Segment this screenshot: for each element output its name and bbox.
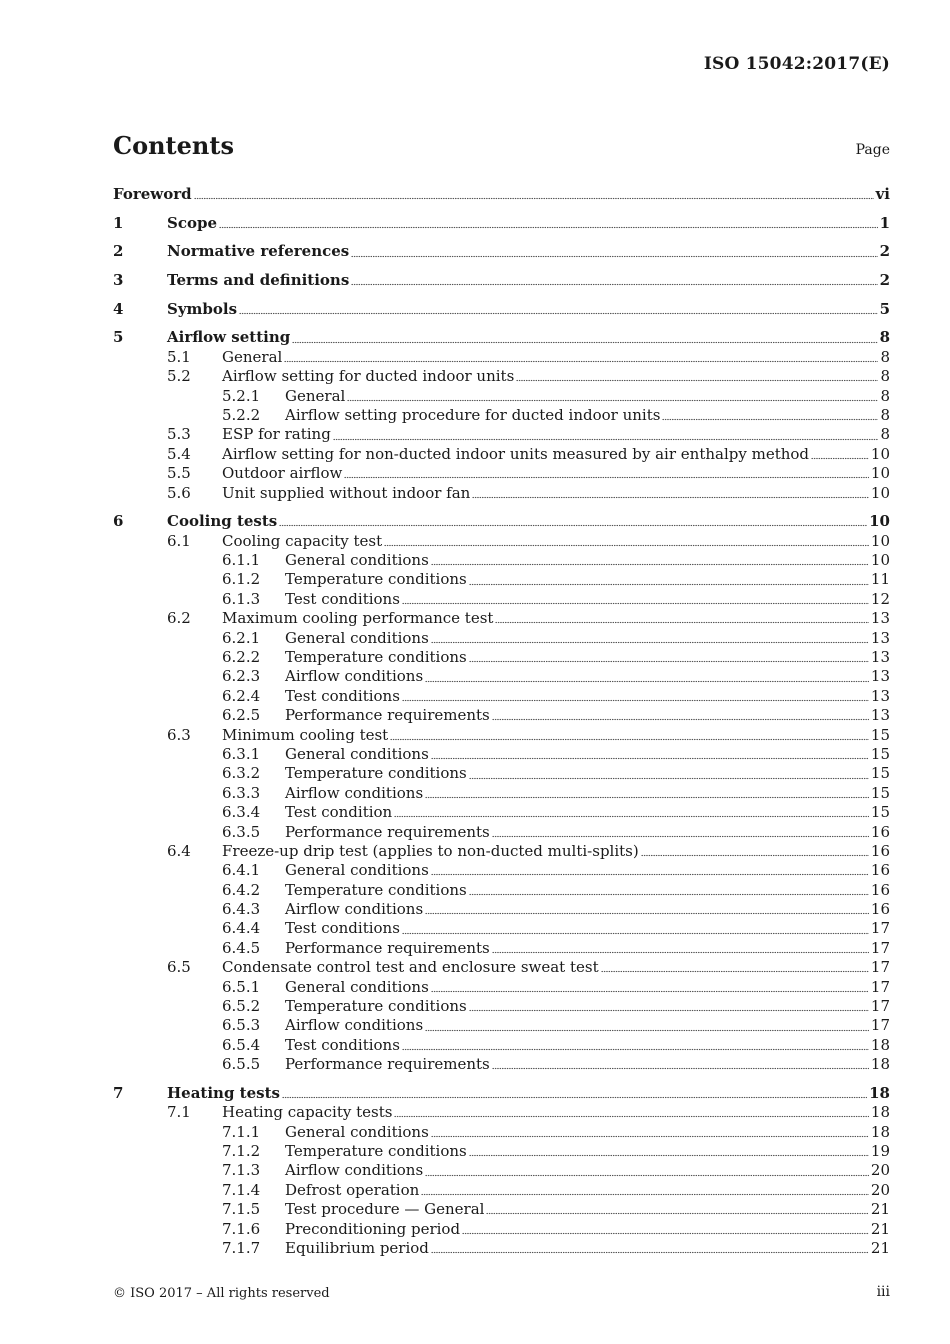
toc-entry-number: 6.3.1 <box>222 744 261 763</box>
toc-leader-dots <box>469 582 869 586</box>
toc-entry-number: 6.1 <box>167 531 191 550</box>
toc-entry-page: 16 <box>870 861 890 880</box>
toc-leader-dots <box>469 1009 869 1013</box>
toc-entry[interactable] <box>113 445 890 464</box>
toc-entry-page: 21 <box>870 1200 890 1219</box>
toc-entry-number: 6.4.5 <box>222 938 261 957</box>
toc-leader-dots <box>425 679 869 683</box>
toc-leader-dots <box>492 951 869 955</box>
toc-entry[interactable] <box>113 629 890 648</box>
toc-leader-dots <box>469 892 869 896</box>
toc-entry-title: General conditions <box>285 861 429 880</box>
toc-entry-page: 18 <box>870 1122 890 1141</box>
toc-entry-title: Test conditions <box>285 589 400 608</box>
toc-entry-title: ESP for rating <box>222 425 331 444</box>
toc-entry-number: 5.2 <box>167 367 191 386</box>
toc-entry-page: 13 <box>870 667 890 686</box>
toc-entry-number: 7.1 <box>167 1103 191 1122</box>
toc-leader-dots <box>431 1251 869 1255</box>
toc-entry-title: Airflow conditions <box>285 1016 424 1035</box>
toc-entry-page: 18 <box>869 1083 890 1102</box>
toc-entry-number: 2 <box>113 242 124 261</box>
toc-entry-page: 8 <box>880 406 890 424</box>
toc-entry-page: vi <box>875 185 890 203</box>
toc-entry-page: 20 <box>870 1161 890 1180</box>
toc-entry-page: 10 <box>870 551 890 570</box>
toc-entry-title: Condensate control test and enclosure sweat test <box>222 958 599 977</box>
toc-leader-dots <box>284 360 878 364</box>
toc-entry[interactable] <box>113 185 890 204</box>
toc-entry-page: 10 <box>870 531 890 550</box>
toc-entry-number: 6.2.4 <box>222 686 261 705</box>
toc-entry[interactable] <box>113 706 890 725</box>
toc-entry-page: 17 <box>870 958 890 977</box>
toc-entry-page: 2 <box>879 271 890 290</box>
footer-page-number: iii <box>876 1284 890 1300</box>
toc-leader-dots <box>279 524 867 528</box>
toc-leader-dots <box>431 563 869 567</box>
toc-entry[interactable] <box>113 919 890 938</box>
toc-entry[interactable] <box>113 803 890 822</box>
toc-leader-dots <box>469 1154 869 1158</box>
toc-entry[interactable] <box>113 1200 890 1219</box>
toc-entry-number: 6.5.3 <box>222 1016 261 1035</box>
toc-entry-page: 17 <box>870 919 890 938</box>
toc-entry-title: Temperature conditions <box>285 570 467 589</box>
toc-entry[interactable] <box>113 900 890 919</box>
toc-entry-page: 10 <box>870 444 890 463</box>
toc-entry-page: 16 <box>870 822 890 841</box>
toc-entry-number: 6.1.2 <box>222 570 261 589</box>
toc-entry-number: 6.2 <box>167 609 191 628</box>
toc-entry-number: 7.1.6 <box>222 1219 261 1238</box>
toc-leader-dots <box>292 340 877 344</box>
toc-entry-page: 18 <box>870 1055 890 1074</box>
toc-entry[interactable] <box>113 842 890 861</box>
toc-leader-dots <box>351 283 877 287</box>
toc-leader-dots <box>344 476 869 480</box>
toc-entry-title: Temperature conditions <box>285 997 467 1016</box>
toc-entry-page: 8 <box>880 386 890 405</box>
toc-entry-number: 6.2.1 <box>222 628 261 647</box>
toc-leader-dots <box>390 737 869 741</box>
toc-leader-dots <box>641 854 869 858</box>
toc-entry-page: 13 <box>870 647 890 666</box>
toc-entry-number: 5.5 <box>167 464 191 483</box>
toc-entry-title: Outdoor airflow <box>222 464 343 483</box>
toc-entry-page: 8 <box>880 367 890 386</box>
toc-entry-title: Cooling tests <box>167 512 278 531</box>
toc-leader-dots <box>425 1028 869 1032</box>
toc-entry-number: 6.5 <box>167 958 191 977</box>
toc-entry[interactable] <box>113 1123 890 1142</box>
toc-entry-title: Airflow conditions <box>285 783 424 802</box>
toc-entry-title: Cooling capacity test <box>222 531 383 550</box>
toc-leader-dots <box>486 1212 868 1216</box>
toc-entry[interactable] <box>113 570 890 589</box>
toc-entry-title: Terms and definitions <box>167 271 350 290</box>
toc-leader-dots <box>492 718 869 722</box>
toc-entry-page: 10 <box>869 512 890 531</box>
toc-entry-number: 6.2.2 <box>222 647 261 666</box>
toc-entry[interactable] <box>113 512 890 531</box>
toc-entry-number: 7.1.1 <box>222 1122 261 1141</box>
toc-entry-page: 16 <box>870 880 890 899</box>
toc-entry-title: Performance requirements <box>285 706 490 725</box>
toc-entry-page: 2 <box>879 242 890 261</box>
toc-entry[interactable] <box>113 1016 890 1035</box>
toc-entry-number: 7 <box>113 1083 124 1102</box>
toc-entry[interactable] <box>113 784 890 803</box>
toc-entry-title: General conditions <box>285 744 429 763</box>
toc-entry-number: 6.4 <box>167 841 191 860</box>
toc-entry-title: Normative references <box>167 242 350 261</box>
toc-leader-dots <box>333 437 879 441</box>
toc-leader-dots <box>239 311 878 315</box>
toc-entry-page: 17 <box>870 997 890 1016</box>
toc-entry-title: Airflow setting for ducted indoor units <box>222 367 515 386</box>
toc-entry-page: 21 <box>870 1239 890 1257</box>
toc-entry-title: General conditions <box>285 551 429 570</box>
table-of-contents <box>113 185 890 1258</box>
toc-leader-dots <box>811 456 869 460</box>
toc-entry[interactable] <box>113 367 890 386</box>
toc-entry-title: Test conditions <box>285 919 400 938</box>
toc-entry-title: Airflow setting <box>167 328 291 347</box>
toc-entry-number: 6.5.5 <box>222 1055 261 1074</box>
toc-entry[interactable] <box>113 590 890 609</box>
toc-entry[interactable] <box>113 348 890 367</box>
toc-entry[interactable] <box>113 667 890 686</box>
toc-entry-page: 15 <box>870 803 890 822</box>
toc-entry-page: 18 <box>870 1035 890 1054</box>
toc-entry-number: 6.4.4 <box>222 919 261 938</box>
toc-entry[interactable] <box>113 271 890 290</box>
toc-entry-title: Test condition <box>285 803 393 822</box>
toc-leader-dots <box>431 989 869 993</box>
toc-leader-dots <box>431 873 869 877</box>
toc-entry[interactable] <box>113 861 890 880</box>
toc-entry[interactable] <box>113 328 890 347</box>
toc-entry-page: 21 <box>870 1219 890 1238</box>
toc-entry-title: Test procedure — General <box>285 1200 485 1219</box>
toc-leader-dots <box>492 834 869 838</box>
toc-entry[interactable] <box>113 464 890 483</box>
toc-entry-number: 3 <box>113 271 124 290</box>
toc-entry[interactable] <box>113 1161 890 1180</box>
toc-entry[interactable] <box>113 745 890 764</box>
toc-entry-page: 1 <box>879 213 890 232</box>
toc-entry-number: 7.1.4 <box>222 1180 261 1199</box>
toc-entry-page: 13 <box>870 628 890 647</box>
toc-entry[interactable] <box>113 609 890 628</box>
toc-entry-title: Heating tests <box>167 1083 280 1102</box>
toc-leader-dots <box>462 1231 869 1235</box>
toc-entry-title: Performance requirements <box>285 1055 490 1074</box>
toc-entry-title: Minimum cooling test <box>222 725 389 744</box>
toc-entry-title: Foreword <box>113 185 192 203</box>
toc-leader-dots <box>472 495 869 499</box>
toc-entry-title: Test conditions <box>285 686 400 705</box>
toc-entry-number: 6.1.1 <box>222 551 261 570</box>
toc-entry-title: Temperature conditions <box>285 647 467 666</box>
toc-entry-page: 12 <box>870 589 890 608</box>
toc-entry-number: 6.5.4 <box>222 1035 261 1054</box>
toc-entry[interactable] <box>113 726 890 745</box>
toc-entry[interactable] <box>113 387 890 406</box>
toc-entry-page: 5 <box>879 299 890 318</box>
toc-entry-title: Unit supplied without indoor fan <box>222 483 471 502</box>
toc-entry[interactable] <box>113 484 890 503</box>
toc-leader-dots <box>282 1096 867 1100</box>
toc-entry[interactable] <box>113 406 890 425</box>
toc-entry-number: 5.3 <box>167 425 191 444</box>
toc-leader-dots <box>492 1067 869 1071</box>
toc-entry-number: 6.5.1 <box>222 977 261 996</box>
toc-entry-number: 7.1.2 <box>222 1142 261 1161</box>
toc-entry[interactable] <box>113 1239 890 1258</box>
toc-entry-title: Airflow conditions <box>285 900 424 919</box>
toc-leader-dots <box>431 757 869 761</box>
toc-entry-number: 6.5.2 <box>222 997 261 1016</box>
toc-entry-title: Defrost operation <box>285 1180 420 1199</box>
toc-entry[interactable] <box>113 1103 890 1122</box>
toc-entry-number: 5.2.2 <box>222 406 261 424</box>
toc-entry[interactable] <box>113 1220 890 1239</box>
toc-entry-number: 5.6 <box>167 483 191 502</box>
toc-entry-page: 20 <box>870 1180 890 1199</box>
toc-entry[interactable] <box>113 687 890 706</box>
toc-entry-page: 16 <box>870 900 890 919</box>
toc-entry-title: General conditions <box>285 1122 429 1141</box>
toc-entry-number: 6.3.2 <box>222 764 261 783</box>
toc-leader-dots <box>402 1047 869 1051</box>
toc-entry-number: 6.4.3 <box>222 900 261 919</box>
toc-leader-dots <box>394 1115 868 1119</box>
toc-entry-number: 5.1 <box>167 347 191 366</box>
toc-entry[interactable] <box>113 300 890 319</box>
toc-entry[interactable] <box>113 939 890 958</box>
toc-entry-number: 7.1.7 <box>222 1239 261 1257</box>
toc-entry[interactable] <box>113 1055 890 1074</box>
toc-entry[interactable] <box>113 551 890 570</box>
toc-entry-title: Freeze-up drip test (applies to non-ducted multi-splits) <box>222 841 639 860</box>
toc-entry-title: Temperature conditions <box>285 1142 467 1161</box>
toc-leader-dots <box>516 379 878 383</box>
toc-entry-title: Maximum cooling performance test <box>222 609 494 628</box>
toc-entry-number: 6.4.1 <box>222 861 261 880</box>
toc-leader-dots <box>351 254 877 258</box>
toc-entry[interactable] <box>113 978 890 997</box>
toc-entry-title: Temperature conditions <box>285 880 467 899</box>
toc-entry[interactable] <box>113 881 890 900</box>
toc-entry[interactable] <box>113 1142 890 1161</box>
toc-entry-number: 5 <box>113 328 124 347</box>
toc-entry-title: Airflow conditions <box>285 667 424 686</box>
toc-leader-dots <box>469 776 869 780</box>
page-title: Contents <box>113 131 234 160</box>
toc-entry-page: 8 <box>880 347 890 366</box>
toc-entry-title: Airflow conditions <box>285 1161 424 1180</box>
toc-entry-title: General conditions <box>285 628 429 647</box>
toc-entry-number: 6.2.3 <box>222 667 261 686</box>
toc-entry-title: Scope <box>167 213 218 232</box>
toc-entry-page: 13 <box>870 609 890 628</box>
toc-entry-number: 6.3.4 <box>222 803 261 822</box>
toc-entry-page: 8 <box>879 328 890 347</box>
toc-entry-page: 15 <box>870 764 890 783</box>
toc-entry-number: 7.1.5 <box>222 1200 261 1219</box>
toc-leader-dots <box>219 225 878 229</box>
toc-entry-page: 17 <box>870 977 890 996</box>
toc-leader-dots <box>431 1134 869 1138</box>
toc-entry-number: 6.4.2 <box>222 880 261 899</box>
toc-entry-page: 13 <box>870 686 890 705</box>
toc-entry-page: 11 <box>870 570 890 589</box>
document-id: ISO 15042:2017(E) <box>703 54 890 74</box>
toc-entry-page: 10 <box>870 483 890 502</box>
toc-entry-title: Airflow setting for non-ducted indoor units measured by air enthalpy method <box>222 444 810 463</box>
toc-entry-title: Equilibrium period <box>285 1239 429 1257</box>
toc-entry-page: 8 <box>880 425 890 444</box>
toc-leader-dots <box>402 698 869 702</box>
toc-entry[interactable] <box>113 425 890 444</box>
toc-leader-dots <box>421 1193 869 1197</box>
toc-entry-title: Test conditions <box>285 1035 400 1054</box>
toc-leader-dots <box>384 543 869 547</box>
toc-leader-dots <box>394 815 869 819</box>
toc-entry-title: Preconditioning period <box>285 1219 461 1238</box>
toc-leader-dots <box>601 970 869 974</box>
toc-entry[interactable] <box>113 823 890 842</box>
toc-entry[interactable] <box>113 532 890 551</box>
toc-leader-dots <box>425 795 869 799</box>
toc-entry-page: 17 <box>870 938 890 957</box>
toc-entry-title: General <box>285 386 346 405</box>
toc-entry-number: 6.3.3 <box>222 783 261 802</box>
toc-entry[interactable] <box>113 648 890 667</box>
toc-leader-dots <box>402 602 869 606</box>
toc-entry-number: 6.3.5 <box>222 822 261 841</box>
toc-entry-title: Symbols <box>167 299 238 318</box>
toc-leader-dots <box>425 1173 869 1177</box>
toc-entry-page: 19 <box>870 1142 890 1161</box>
toc-entry-page: 18 <box>870 1103 890 1122</box>
toc-entry-number: 7.1.3 <box>222 1161 261 1180</box>
toc-entry[interactable] <box>113 1036 890 1055</box>
toc-entry-number: 4 <box>113 299 124 318</box>
toc-entry-title: Heating capacity tests <box>222 1103 393 1122</box>
toc-entry-title: General conditions <box>285 977 429 996</box>
toc-entry-number: 6.1.3 <box>222 589 261 608</box>
toc-leader-dots <box>431 640 869 644</box>
toc-entry[interactable] <box>113 958 890 977</box>
toc-entry-page: 15 <box>870 725 890 744</box>
toc-entry-page: 13 <box>870 706 890 725</box>
toc-leader-dots <box>402 931 869 935</box>
toc-entry-number: 6.2.5 <box>222 706 261 725</box>
toc-entry-number: 6 <box>113 512 124 531</box>
toc-entry-page: 16 <box>870 841 890 860</box>
page-column-label: Page <box>855 142 890 158</box>
toc-entry-title: Airflow setting procedure for ducted indoor units <box>285 406 661 424</box>
toc-entry-page: 15 <box>870 744 890 763</box>
toc-entry[interactable] <box>113 214 890 233</box>
toc-entry-page: 15 <box>870 783 890 802</box>
toc-leader-dots <box>425 912 869 916</box>
toc-entry-title: Temperature conditions <box>285 764 467 783</box>
toc-entry-page: 17 <box>870 1016 890 1035</box>
toc-leader-dots <box>194 197 874 201</box>
toc-entry-title: General <box>222 347 283 366</box>
toc-leader-dots <box>495 621 868 625</box>
toc-entry-number: 5.2.1 <box>222 386 261 405</box>
toc-entry-title: Performance requirements <box>285 938 490 957</box>
toc-entry-number: 5.4 <box>167 444 191 463</box>
toc-entry[interactable] <box>113 1084 890 1103</box>
toc-entry-number: 1 <box>113 213 124 232</box>
toc-entry[interactable] <box>113 1181 890 1200</box>
toc-entry[interactable] <box>113 997 890 1016</box>
toc-entry[interactable] <box>113 242 890 261</box>
toc-entry-page: 10 <box>870 464 890 483</box>
toc-leader-dots <box>469 660 869 664</box>
toc-leader-dots <box>347 398 878 402</box>
toc-leader-dots <box>662 418 878 422</box>
toc-entry-number: 6.3 <box>167 725 191 744</box>
toc-entry-title: Performance requirements <box>285 822 490 841</box>
toc-entry[interactable] <box>113 764 890 783</box>
footer-copyright: © ISO 2017 – All rights reserved <box>113 1286 330 1301</box>
